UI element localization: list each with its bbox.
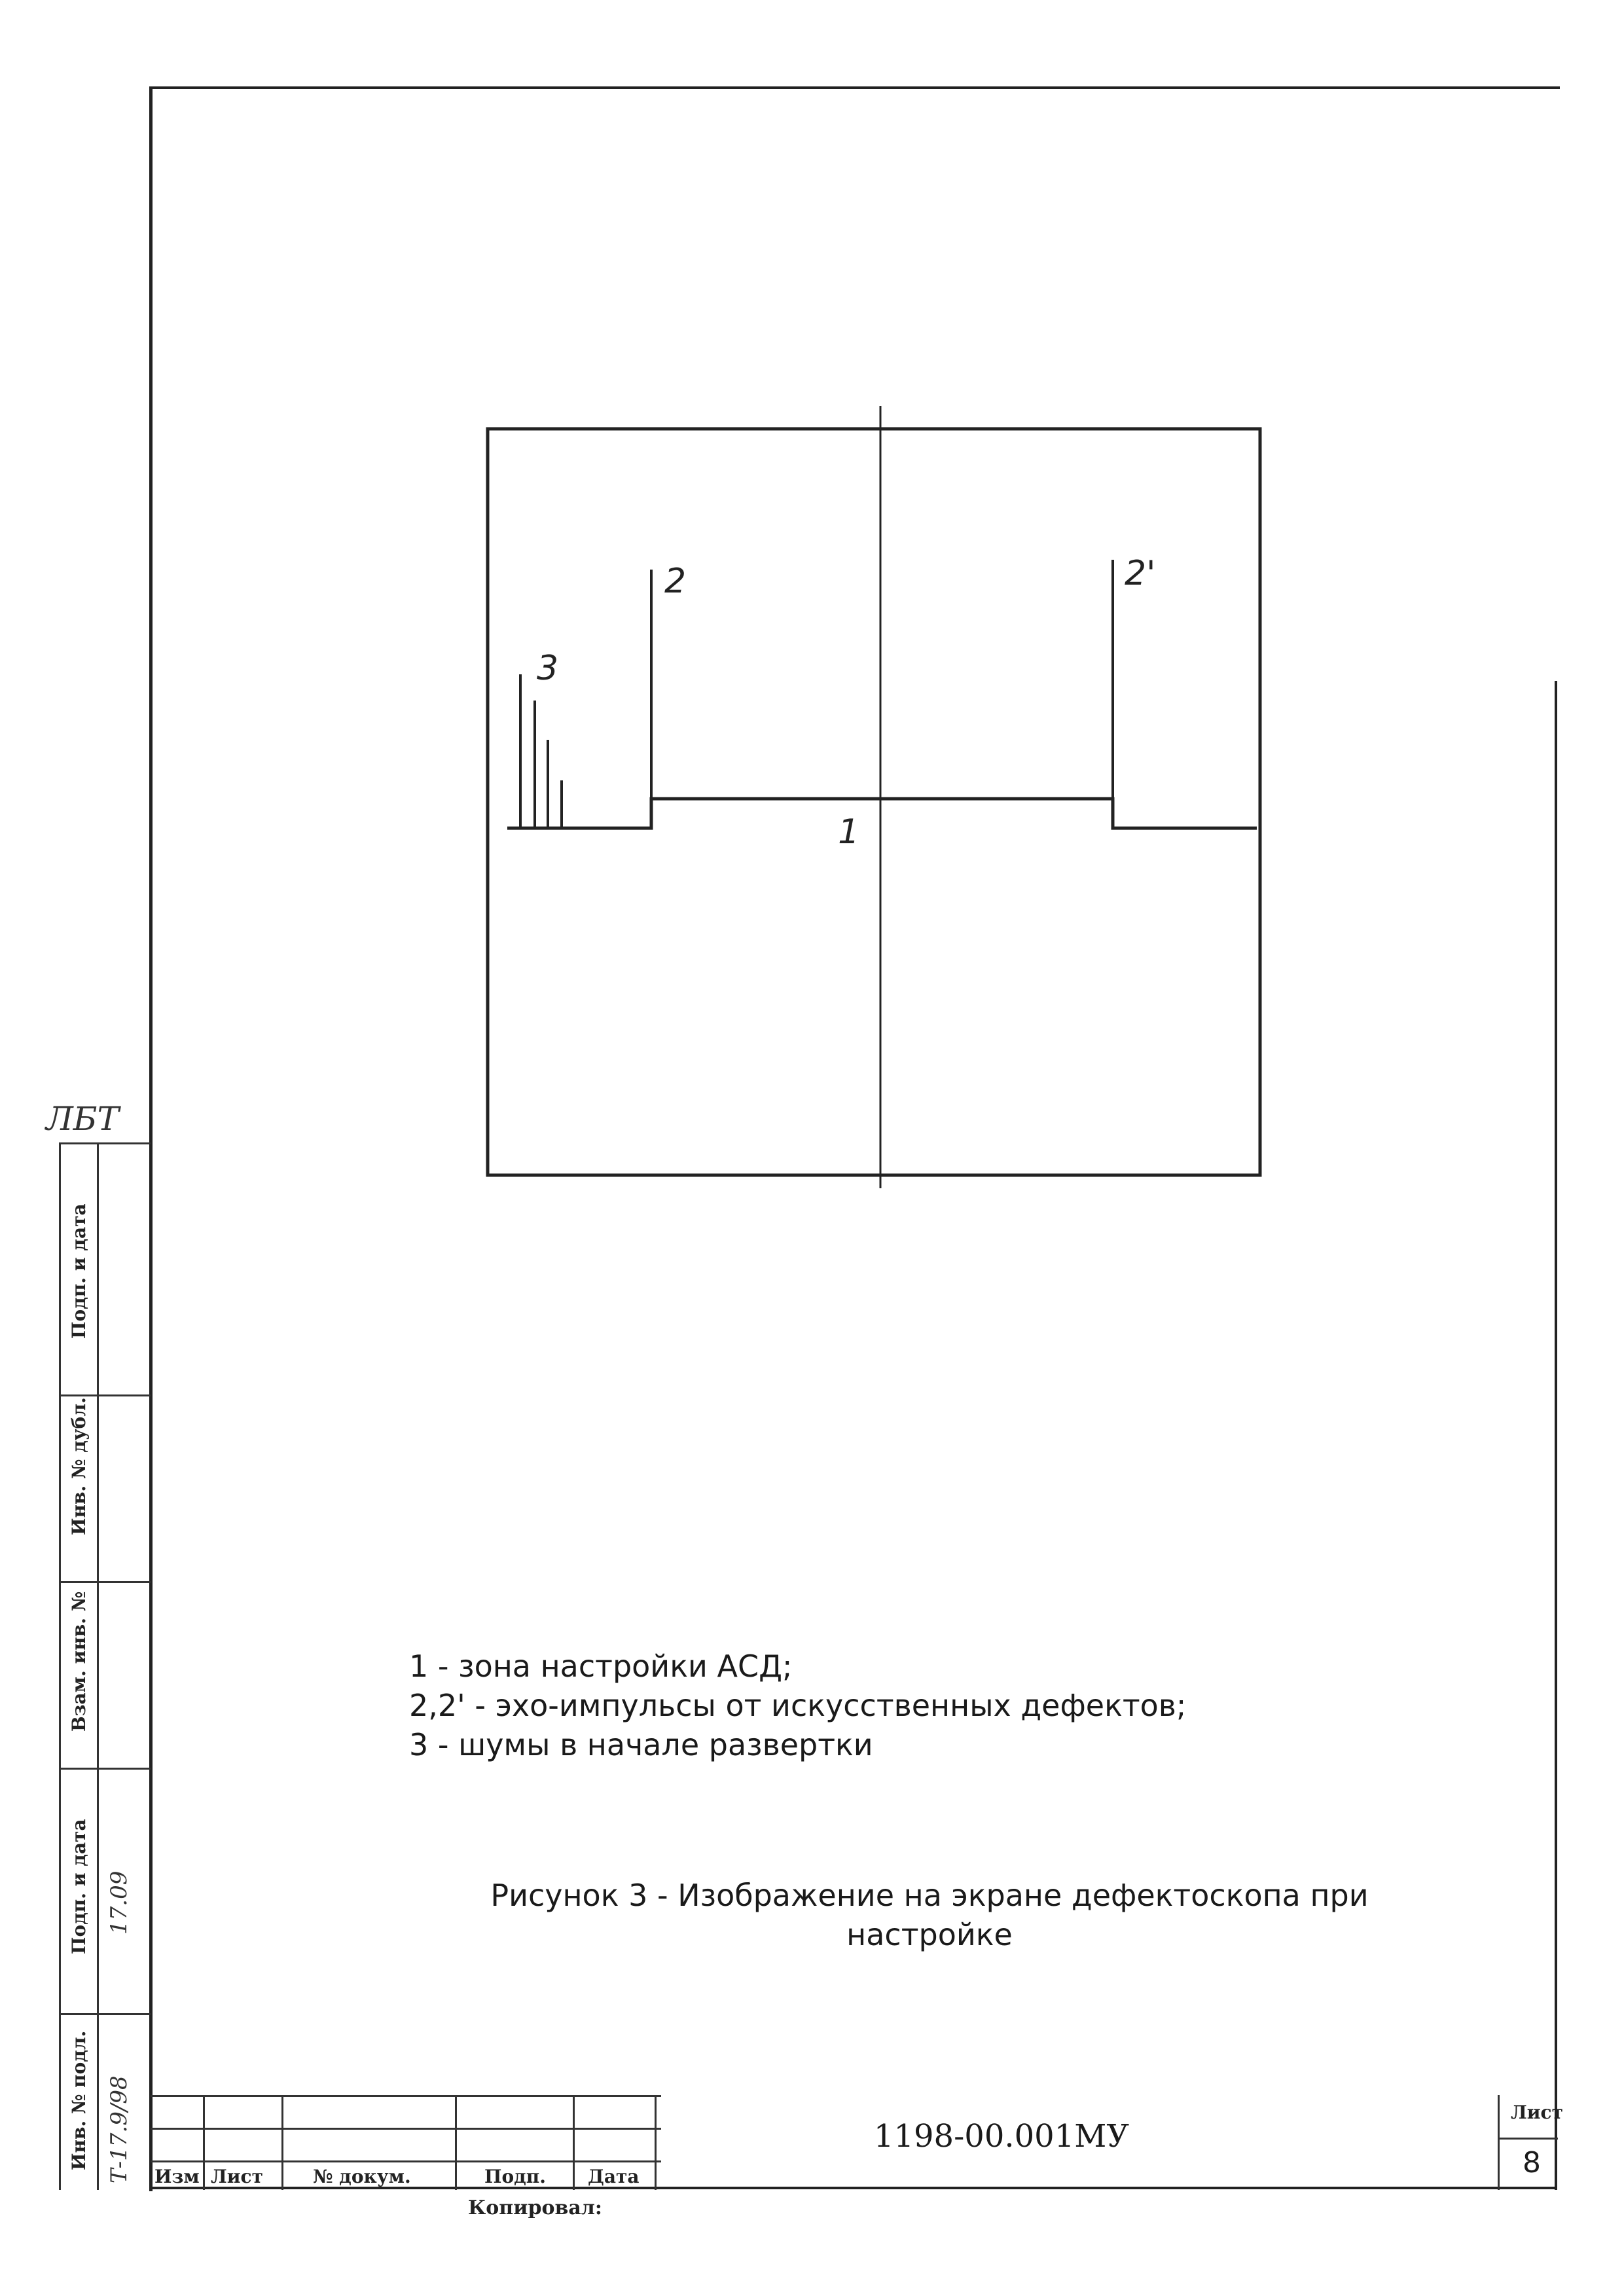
title-block-row-line — [151, 2160, 661, 2162]
figure-legend — [409, 1647, 1391, 1764]
title-block-col-line — [281, 2095, 283, 2190]
legend-item: 1 - зона настройки АСД; — [409, 1649, 793, 1684]
title-block-col-line — [455, 2095, 457, 2190]
label-noise-3: 3 — [537, 649, 559, 688]
title-block-row-line — [151, 2095, 661, 2097]
left-margin-stamp — [59, 1142, 151, 2190]
legend-item: 2,2' - эхо-импульсы от искусственных дефектов; — [409, 1688, 1187, 1723]
copied-label: Копировал: — [468, 2196, 603, 2219]
figure-caption — [419, 1876, 1440, 1954]
stamp-label: Подп. и дата — [68, 1203, 90, 1339]
legend-item: 3 - шумы в начале развертки — [409, 1727, 873, 1762]
caption-line-2: настройке — [846, 1917, 1013, 1952]
stamp-outer-line — [59, 1142, 61, 2190]
screen-border — [488, 429, 1260, 1175]
stamp-date-handwritten: 17.09 — [106, 1870, 132, 1935]
stamp-divider — [59, 2013, 151, 2015]
stamp-inner-line — [97, 1142, 99, 2190]
frame-top-line — [149, 86, 1560, 89]
stamp-label: Подп. и дата — [68, 1819, 90, 1954]
header-date: Дата — [588, 2166, 640, 2187]
sheet-label: Лист — [1511, 2102, 1563, 2123]
label-zone-1: 1 — [838, 812, 860, 852]
label-echo-2: 2 — [664, 562, 687, 601]
title-block-row-line — [151, 2128, 661, 2130]
stamp-divider — [59, 1142, 151, 1144]
caption-line-1: Рисунок 3 - Изображение на экране дефектоскопа при — [490, 1878, 1369, 1913]
document-code: 1198-00.001МУ — [873, 2118, 1130, 2155]
stamp-divider — [59, 1394, 151, 1396]
title-block-col-line — [573, 2095, 575, 2190]
stamp-label: Инв. № дубл. — [68, 1397, 90, 1535]
screen-drawing — [419, 393, 1309, 1205]
stamp-inventory-handwritten: Т-17.9/98 — [106, 2075, 132, 2183]
stamp-divider — [59, 1581, 151, 1583]
title-block — [151, 2095, 1563, 2190]
handwritten-mark: ЛБТ — [46, 1100, 119, 1138]
flaw-detector-screen-figure — [419, 393, 1309, 1205]
stamp-label: Инв. № подл. — [68, 2030, 90, 2170]
label-echo-2-prime: 2' — [1125, 554, 1156, 593]
header-document-no: № докум. — [313, 2166, 411, 2187]
header-signature: Подп. — [484, 2166, 547, 2187]
frame-right-line — [1555, 681, 1557, 2190]
header-change: Изм — [154, 2166, 200, 2187]
title-block-col-line — [203, 2095, 205, 2190]
stamp-divider — [59, 1768, 151, 1770]
header-sheet: Лист — [211, 2166, 263, 2187]
stamp-label: Взам. инв. № — [68, 1591, 90, 1732]
sweep-baseline — [507, 799, 1257, 828]
sheet-number: 8 — [1523, 2146, 1541, 2179]
title-block-col-line — [1498, 2095, 1500, 2190]
title-block-row-line — [1499, 2138, 1558, 2140]
